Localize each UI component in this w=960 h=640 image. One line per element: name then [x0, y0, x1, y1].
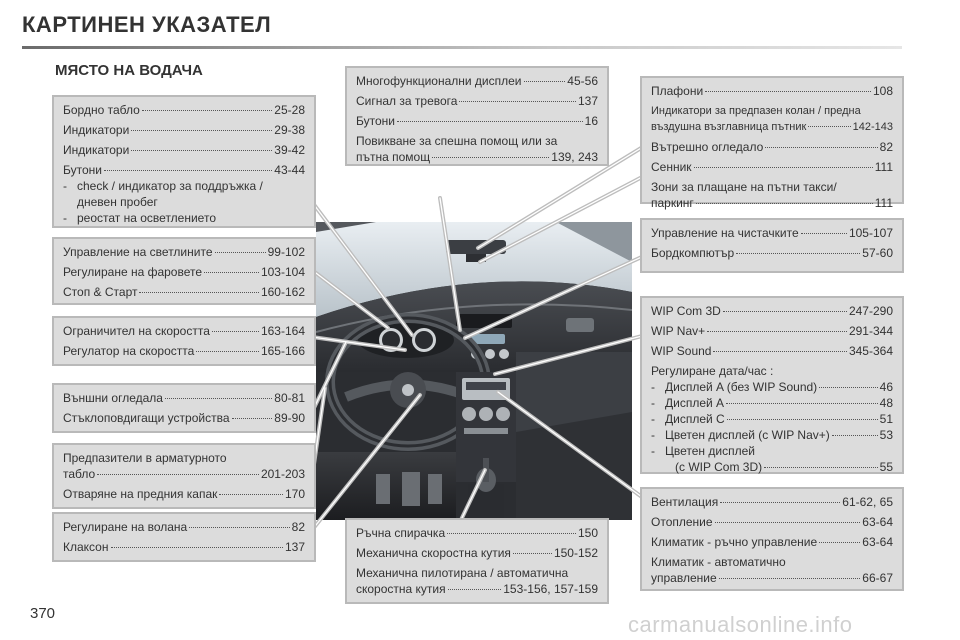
index-subentry[interactable]: - Дисплей C 51: [651, 412, 893, 426]
index-entry[interactable]: Бордно табло 25-28: [63, 103, 305, 117]
index-entry[interactable]: Предпазители в арматурното табло 201-203: [63, 451, 305, 481]
index-entry[interactable]: WIP Sound 345-364: [651, 344, 893, 358]
index-entry[interactable]: Климатик - ръчно управление 63-64: [651, 535, 893, 549]
index-entry[interactable]: Отопление 63-64: [651, 515, 893, 529]
index-entry[interactable]: Управление на светлините 99-102: [63, 245, 305, 259]
index-entry[interactable]: Регулиране на волана 82: [63, 520, 305, 534]
index-entry[interactable]: Сигнал за тревога 137: [356, 94, 598, 108]
index-entry[interactable]: Бутони 43-44: [63, 163, 305, 177]
box-audio: [640, 296, 904, 474]
index-entry[interactable]: Климатик - автоматично управление 66-67: [651, 555, 893, 585]
index-entry[interactable]: Повикване за спешна помощ или за пътна помощ 139, 243: [356, 134, 598, 164]
index-entry[interactable]: Механична скоростна кутия 150-152: [356, 546, 598, 560]
index-entry[interactable]: Регулатор на скоростта 165-166: [63, 344, 305, 358]
index-entry[interactable]: Бутони 16: [356, 114, 598, 128]
page-title: КАРТИНЕН УКАЗАТЕЛ: [22, 12, 272, 37]
title-rule: [22, 46, 902, 49]
box-climate: [640, 487, 904, 591]
box-cabin: [640, 76, 904, 210]
page-number: 370: [30, 605, 56, 622]
index-entry[interactable]: Индикатори за предпазен колан / предна въздушна възглавница пътник 142-143: [651, 105, 893, 133]
index-entry[interactable]: Вътрешно огледало 82: [651, 140, 893, 154]
index-entry[interactable]: WIP Nav+ 291-344: [651, 324, 893, 338]
index-heading: Регулиране дата/час :: [651, 364, 774, 378]
index-entry[interactable]: Механична пилотирана / автоматична скоростна кутия 153-156, 157-159: [356, 566, 598, 596]
index-entry[interactable]: Управление на чистачките 105-107: [651, 226, 893, 240]
index-subentry[interactable]: - Дисплей A 48: [651, 396, 893, 410]
index-subentry[interactable]: - Цветен дисплей (с WIP Nav+) 53: [651, 428, 893, 442]
index-entry[interactable]: Клаксон 137: [63, 540, 305, 554]
index-entry[interactable]: Ограничител на скоростта 163-164: [63, 324, 305, 338]
box-wipers: [640, 218, 904, 273]
index-subentry: - реостат на осветлението: [63, 211, 216, 225]
index-entry[interactable]: Стъклоповдигащи устройства 89-90: [63, 411, 305, 425]
box-steering: [52, 512, 316, 562]
index-entry[interactable]: Индикатори 29-38: [63, 123, 305, 137]
index-entry[interactable]: Вентилация 61-62, 65: [651, 495, 893, 509]
index-entry[interactable]: Отваряне на предния капак 170: [63, 487, 305, 501]
index-entry[interactable]: Външни огледала 80-81: [63, 391, 305, 405]
index-entry[interactable]: Многофункционални дисплеи 45-56: [356, 74, 598, 88]
index-entry[interactable]: Ръчна спирачка 150: [356, 526, 598, 540]
index-subentry[interactable]: (с WIP Com 3D) 55: [675, 460, 893, 474]
index-subentry[interactable]: - Дисплей A (без WIP Sound) 46: [651, 380, 893, 394]
index-entry[interactable]: Бордкомпютър 57-60: [651, 246, 893, 260]
index-entry[interactable]: Зони за плащане на пътни такси/ паркинг 111: [651, 180, 893, 210]
box-speed: [52, 316, 316, 366]
box-fuses: [52, 443, 316, 509]
box-lights: [52, 237, 316, 305]
box-instruments: [52, 95, 316, 228]
dashboard-photo: [316, 222, 632, 520]
index-entry[interactable]: Индикатори 39-42: [63, 143, 305, 157]
watermark: carmanualsonline.info: [628, 612, 853, 637]
index-entry[interactable]: Плафони 108: [651, 84, 893, 98]
section-title: МЯСТО НА ВОДАЧА: [55, 62, 203, 79]
index-entry[interactable]: Регулиране на фаровете 103-104: [63, 265, 305, 279]
index-entry[interactable]: WIP Com 3D 247-290: [651, 304, 893, 318]
box-gearbox: [345, 518, 609, 604]
index-entry[interactable]: Стоп & Старт 160-162: [63, 285, 305, 299]
index-subentry: - check / индикатор за поддръжка / дневен пробег: [63, 179, 263, 209]
box-mirrors: [52, 383, 316, 433]
index-entry[interactable]: Сенник 111: [651, 160, 893, 174]
index-subentry: - Цветен дисплей: [651, 444, 755, 458]
box-displays: [345, 66, 609, 166]
